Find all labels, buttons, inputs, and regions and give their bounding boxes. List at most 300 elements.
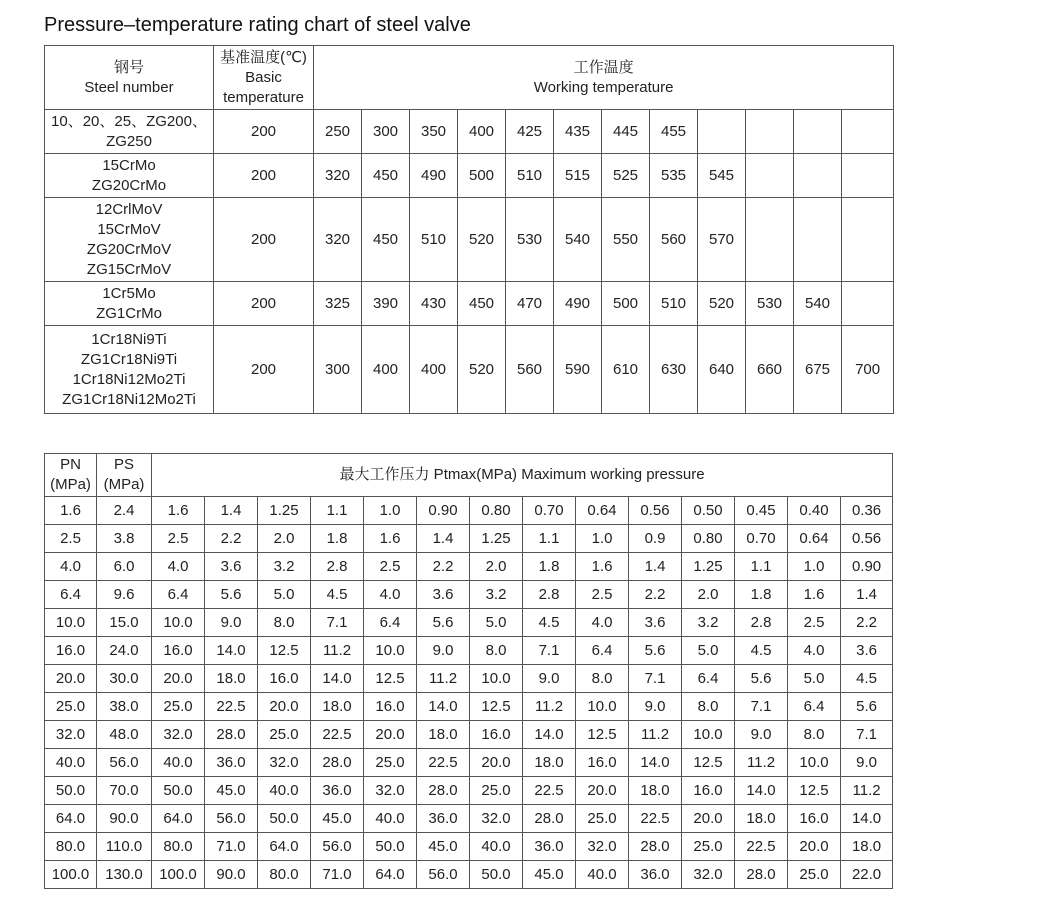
max-pressure-cell: 22.5 bbox=[629, 805, 682, 833]
temperature-row bbox=[45, 326, 894, 414]
steel-number-line: 15CrMo bbox=[102, 156, 156, 174]
steel-number-line: ZG250 bbox=[106, 132, 152, 150]
max-pressure-cell: 20.0 bbox=[364, 721, 417, 749]
max-pressure-cell: 1.0 bbox=[788, 553, 841, 581]
max-pressure-cell: 3.6 bbox=[205, 553, 258, 581]
max-pressure-cell: 4.0 bbox=[576, 609, 629, 637]
max-pressure-cell: 20.0 bbox=[576, 777, 629, 805]
steel-number-line: 1Cr18Ni12Mo2Ti bbox=[72, 370, 186, 388]
steel-number-line: ZG1CrMo bbox=[96, 304, 162, 322]
working-temperature-header-en: Working temperature bbox=[533, 78, 674, 96]
working-temperature-cell bbox=[842, 282, 894, 326]
max-pressure-cell: 71.0 bbox=[205, 833, 258, 861]
pn-cell: 16.0 bbox=[45, 637, 97, 665]
max-pressure-cell: 11.2 bbox=[523, 693, 576, 721]
max-pressure-cell: 12.5 bbox=[258, 637, 311, 665]
max-pressure-cell: 9.0 bbox=[205, 609, 258, 637]
max-pressure-cell: 64.0 bbox=[258, 833, 311, 861]
max-pressure-cell: 0.70 bbox=[735, 525, 788, 553]
basic-temperature-cell: 200 bbox=[214, 326, 314, 414]
working-temperature-cell bbox=[842, 154, 894, 198]
max-pressure-cell: 45.0 bbox=[417, 833, 470, 861]
pn-cell: 50.0 bbox=[45, 777, 97, 805]
max-pressure-cell: 2.5 bbox=[364, 553, 417, 581]
max-pressure-cell: 28.0 bbox=[629, 833, 682, 861]
ps-cell: 38.0 bbox=[97, 693, 152, 721]
max-pressure-cell: 36.0 bbox=[205, 749, 258, 777]
basic-temperature-cell: 200 bbox=[214, 110, 314, 154]
max-pressure-cell: 1.25 bbox=[470, 525, 523, 553]
max-pressure-cell: 2.5 bbox=[152, 525, 205, 553]
max-pressure-cell: 1.6 bbox=[364, 525, 417, 553]
working-temperature-cell: 400 bbox=[410, 326, 458, 414]
max-pressure-cell: 25.0 bbox=[788, 861, 841, 889]
max-pressure-cell: 22.5 bbox=[311, 721, 364, 749]
working-temperature-cell bbox=[842, 198, 894, 282]
max-pressure-cell: 6.4 bbox=[364, 609, 417, 637]
working-temperature-cell: 500 bbox=[602, 282, 650, 326]
working-temperature-cell: 560 bbox=[506, 326, 554, 414]
max-pressure-cell: 40.0 bbox=[152, 749, 205, 777]
max-pressure-cell: 12.5 bbox=[576, 721, 629, 749]
max-pressure-cell: 10.0 bbox=[788, 749, 841, 777]
working-temperature-cell bbox=[794, 198, 842, 282]
max-pressure-cell: 6.4 bbox=[152, 581, 205, 609]
max-pressure-cell: 0.90 bbox=[417, 497, 470, 525]
working-temperature-cell: 510 bbox=[410, 198, 458, 282]
ps-cell: 9.6 bbox=[97, 581, 152, 609]
ps-header bbox=[97, 454, 152, 497]
working-temperature-cell: 500 bbox=[458, 154, 506, 198]
max-pressure-cell: 2.8 bbox=[735, 609, 788, 637]
max-pressure-cell: 80.0 bbox=[152, 833, 205, 861]
working-temperature-cell: 510 bbox=[506, 154, 554, 198]
max-pressure-cell: 20.0 bbox=[682, 805, 735, 833]
max-pressure-cell: 20.0 bbox=[788, 833, 841, 861]
pn-cell: 64.0 bbox=[45, 805, 97, 833]
max-pressure-cell: 2.5 bbox=[788, 609, 841, 637]
pressure-header-row bbox=[45, 454, 893, 497]
ps-cell: 3.8 bbox=[97, 525, 152, 553]
max-pressure-cell: 16.0 bbox=[788, 805, 841, 833]
pressure-row bbox=[45, 861, 893, 889]
max-pressure-cell: 4.5 bbox=[523, 609, 576, 637]
max-pressure-cell: 10.0 bbox=[152, 609, 205, 637]
max-pressure-cell: 8.0 bbox=[470, 637, 523, 665]
max-pressure-cell: 18.0 bbox=[523, 749, 576, 777]
pn-cell: 40.0 bbox=[45, 749, 97, 777]
basic-temperature-cell: 200 bbox=[214, 282, 314, 326]
max-pressure-cell: 64.0 bbox=[364, 861, 417, 889]
ps-header-unit: (MPa) bbox=[103, 476, 145, 493]
max-pressure-cell: 4.0 bbox=[788, 637, 841, 665]
steel-number-cell bbox=[45, 154, 214, 198]
max-pressure-cell: 7.1 bbox=[735, 693, 788, 721]
max-pressure-cell: 56.0 bbox=[205, 805, 258, 833]
working-temperature-cell: 445 bbox=[602, 110, 650, 154]
pn-cell: 25.0 bbox=[45, 693, 97, 721]
max-pressure-cell: 3.2 bbox=[682, 609, 735, 637]
pressure-row bbox=[45, 553, 893, 581]
max-pressure-cell: 0.9 bbox=[629, 525, 682, 553]
max-pressure-cell: 1.4 bbox=[629, 553, 682, 581]
max-pressure-cell: 10.0 bbox=[470, 665, 523, 693]
working-temperature-cell: 640 bbox=[698, 326, 746, 414]
working-temperature-cell: 400 bbox=[458, 110, 506, 154]
steel-number-cell bbox=[45, 282, 214, 326]
max-pressure-cell: 0.64 bbox=[576, 497, 629, 525]
max-pressure-cell: 1.1 bbox=[735, 553, 788, 581]
steel-number-line: ZG1Cr18Ni12Mo2Ti bbox=[62, 390, 196, 408]
ps-cell: 24.0 bbox=[97, 637, 152, 665]
max-pressure-cell: 5.6 bbox=[735, 665, 788, 693]
max-pressure-cell: 2.2 bbox=[629, 581, 682, 609]
max-pressure-cell: 36.0 bbox=[523, 833, 576, 861]
working-temperature-cell bbox=[746, 110, 794, 154]
pressure-row bbox=[45, 497, 893, 525]
ps-cell: 56.0 bbox=[97, 749, 152, 777]
max-pressure-cell: 10.0 bbox=[364, 637, 417, 665]
page-title: Pressure–temperature rating chart of steel valve bbox=[44, 14, 471, 36]
max-pressure-cell: 11.2 bbox=[311, 637, 364, 665]
working-temperature-cell: 450 bbox=[362, 198, 410, 282]
max-pressure-cell: 4.0 bbox=[152, 553, 205, 581]
max-pressure-cell: 18.0 bbox=[417, 721, 470, 749]
basic-temperature-header bbox=[214, 46, 314, 110]
max-pressure-cell: 0.56 bbox=[841, 525, 893, 553]
working-temperature-cell bbox=[842, 110, 894, 154]
max-pressure-cell: 4.5 bbox=[735, 637, 788, 665]
max-pressure-cell: 3.6 bbox=[629, 609, 682, 637]
max-pressure-cell: 2.0 bbox=[470, 553, 523, 581]
max-pressure-cell: 16.0 bbox=[152, 637, 205, 665]
working-temperature-cell: 550 bbox=[602, 198, 650, 282]
max-pressure-cell: 1.4 bbox=[417, 525, 470, 553]
max-pressure-cell: 64.0 bbox=[152, 805, 205, 833]
ps-cell: 70.0 bbox=[97, 777, 152, 805]
max-pressure-cell: 11.2 bbox=[735, 749, 788, 777]
max-pressure-cell: 22.5 bbox=[523, 777, 576, 805]
working-temperature-cell: 515 bbox=[554, 154, 602, 198]
max-pressure-cell: 25.0 bbox=[470, 777, 523, 805]
max-pressure-cell: 11.2 bbox=[417, 665, 470, 693]
max-pressure-cell: 25.0 bbox=[364, 749, 417, 777]
max-pressure-cell: 1.0 bbox=[364, 497, 417, 525]
working-temperature-cell: 455 bbox=[650, 110, 698, 154]
basic-temperature-header-en-2: temperature bbox=[223, 88, 304, 106]
pressure-row bbox=[45, 805, 893, 833]
steel-number-cell bbox=[45, 110, 214, 154]
max-pressure-cell: 1.8 bbox=[523, 553, 576, 581]
pressure-row bbox=[45, 637, 893, 665]
pn-cell: 1.6 bbox=[45, 497, 97, 525]
ps-cell: 6.0 bbox=[97, 553, 152, 581]
max-pressure-cell: 11.2 bbox=[841, 777, 893, 805]
max-pressure-cell: 50.0 bbox=[152, 777, 205, 805]
working-temperature-cell: 300 bbox=[314, 326, 362, 414]
steel-number-line: ZG15CrMoV bbox=[86, 260, 172, 278]
max-pressure-cell: 32.0 bbox=[682, 861, 735, 889]
working-temperature-cell: 450 bbox=[458, 282, 506, 326]
pressure-row bbox=[45, 749, 893, 777]
max-pressure-cell: 36.0 bbox=[417, 805, 470, 833]
max-pressure-cell: 2.2 bbox=[417, 553, 470, 581]
ps-cell: 2.4 bbox=[97, 497, 152, 525]
pn-header-label: PN bbox=[60, 456, 81, 473]
steel-number-line: ZG20CrMo bbox=[91, 176, 167, 194]
max-pressure-cell: 5.6 bbox=[629, 637, 682, 665]
temperature-header-row bbox=[45, 46, 894, 110]
max-pressure-cell: 56.0 bbox=[311, 833, 364, 861]
max-pressure-cell: 40.0 bbox=[470, 833, 523, 861]
max-pressure-cell: 11.2 bbox=[629, 721, 682, 749]
max-pressure-cell: 40.0 bbox=[576, 861, 629, 889]
working-temperature-cell: 610 bbox=[602, 326, 650, 414]
working-temperature-header bbox=[314, 46, 894, 110]
max-pressure-cell: 25.0 bbox=[576, 805, 629, 833]
max-pressure-cell: 6.4 bbox=[576, 637, 629, 665]
working-temperature-cell: 570 bbox=[698, 198, 746, 282]
max-pressure-cell: 5.0 bbox=[258, 581, 311, 609]
max-pressure-cell: 1.6 bbox=[576, 553, 629, 581]
max-pressure-cell: 14.0 bbox=[841, 805, 893, 833]
max-pressure-cell: 18.0 bbox=[629, 777, 682, 805]
steel-number-line: ZG1Cr18Ni9Ti bbox=[80, 350, 178, 368]
basic-temperature-cell: 200 bbox=[214, 198, 314, 282]
working-temperature-cell: 520 bbox=[458, 198, 506, 282]
max-pressure-cell: 28.0 bbox=[735, 861, 788, 889]
max-pressure-cell: 10.0 bbox=[576, 693, 629, 721]
max-pressure-cell: 4.5 bbox=[311, 581, 364, 609]
max-pressure-cell: 7.1 bbox=[311, 609, 364, 637]
max-pressure-cell: 12.5 bbox=[788, 777, 841, 805]
working-temperature-cell: 490 bbox=[410, 154, 458, 198]
max-pressure-cell: 32.0 bbox=[470, 805, 523, 833]
pn-header bbox=[45, 454, 97, 497]
working-temperature-cell: 390 bbox=[362, 282, 410, 326]
pn-cell: 4.0 bbox=[45, 553, 97, 581]
max-pressure-cell: 4.0 bbox=[364, 581, 417, 609]
steel-number-cell bbox=[45, 326, 214, 414]
pn-cell: 32.0 bbox=[45, 721, 97, 749]
working-temperature-cell bbox=[794, 110, 842, 154]
steel-number-line: 15CrMoV bbox=[97, 220, 161, 238]
pressure-row bbox=[45, 609, 893, 637]
max-pressure-cell: 9.0 bbox=[841, 749, 893, 777]
max-pressure-cell: 7.1 bbox=[841, 721, 893, 749]
pn-cell: 80.0 bbox=[45, 833, 97, 861]
max-pressure-cell: 1.25 bbox=[682, 553, 735, 581]
max-pressure-cell: 18.0 bbox=[735, 805, 788, 833]
working-temperature-cell: 540 bbox=[794, 282, 842, 326]
max-pressure-cell: 12.5 bbox=[364, 665, 417, 693]
pn-cell: 100.0 bbox=[45, 861, 97, 889]
working-temperature-cell: 590 bbox=[554, 326, 602, 414]
steel-number-line: 1Cr18Ni9Ti bbox=[91, 330, 167, 348]
max-pressure-cell: 32.0 bbox=[364, 777, 417, 805]
ps-header-label: PS bbox=[113, 456, 134, 473]
working-temperature-cell: 350 bbox=[410, 110, 458, 154]
pressure-row bbox=[45, 581, 893, 609]
working-temperature-cell: 700 bbox=[842, 326, 894, 414]
max-pressure-cell: 8.0 bbox=[258, 609, 311, 637]
steel-number-line: 12CrlMoV bbox=[95, 200, 163, 218]
max-pressure-cell: 3.6 bbox=[417, 581, 470, 609]
working-temperature-cell: 320 bbox=[314, 154, 362, 198]
max-pressure-cell: 12.5 bbox=[682, 749, 735, 777]
max-pressure-cell: 16.0 bbox=[364, 693, 417, 721]
pn-cell: 10.0 bbox=[45, 609, 97, 637]
working-temperature-cell: 560 bbox=[650, 198, 698, 282]
working-temperature-cell: 540 bbox=[554, 198, 602, 282]
working-temperature-cell: 535 bbox=[650, 154, 698, 198]
max-pressure-cell: 8.0 bbox=[682, 693, 735, 721]
working-temperature-cell: 430 bbox=[410, 282, 458, 326]
pressure-row bbox=[45, 693, 893, 721]
working-temperature-cell: 510 bbox=[650, 282, 698, 326]
max-pressure-cell: 45.0 bbox=[205, 777, 258, 805]
max-pressure-cell: 8.0 bbox=[788, 721, 841, 749]
working-temperature-cell: 450 bbox=[362, 154, 410, 198]
max-pressure-cell: 9.0 bbox=[417, 637, 470, 665]
pressure-row bbox=[45, 721, 893, 749]
max-pressure-cell: 5.0 bbox=[788, 665, 841, 693]
working-temperature-cell: 300 bbox=[362, 110, 410, 154]
max-pressure-cell: 25.0 bbox=[152, 693, 205, 721]
max-pressure-cell: 22.5 bbox=[417, 749, 470, 777]
working-temperature-cell: 325 bbox=[314, 282, 362, 326]
pressure-table bbox=[44, 453, 893, 889]
max-pressure-cell: 3.6 bbox=[841, 637, 893, 665]
pressure-row bbox=[45, 665, 893, 693]
max-pressure-cell: 1.6 bbox=[788, 581, 841, 609]
max-pressure-cell: 1.8 bbox=[735, 581, 788, 609]
max-pressure-cell: 14.0 bbox=[417, 693, 470, 721]
max-pressure-cell: 0.80 bbox=[682, 525, 735, 553]
max-pressure-cell: 3.2 bbox=[470, 581, 523, 609]
pressure-row bbox=[45, 833, 893, 861]
max-pressure-cell: 20.0 bbox=[470, 749, 523, 777]
working-temperature-cell bbox=[746, 154, 794, 198]
max-pressure-cell: 14.0 bbox=[311, 665, 364, 693]
basic-temperature-cell: 200 bbox=[214, 154, 314, 198]
max-pressure-cell: 1.4 bbox=[841, 581, 893, 609]
max-pressure-cell: 22.5 bbox=[735, 833, 788, 861]
ps-cell: 130.0 bbox=[97, 861, 152, 889]
working-temperature-cell: 545 bbox=[698, 154, 746, 198]
max-pressure-cell: 22.5 bbox=[205, 693, 258, 721]
max-pressure-cell: 14.0 bbox=[523, 721, 576, 749]
working-temperature-cell: 530 bbox=[506, 198, 554, 282]
max-pressure-cell: 36.0 bbox=[629, 861, 682, 889]
max-pressure-cell: 12.5 bbox=[470, 693, 523, 721]
max-pressure-cell: 5.0 bbox=[682, 637, 735, 665]
max-pressure-cell: 2.0 bbox=[258, 525, 311, 553]
working-temperature-cell: 675 bbox=[794, 326, 842, 414]
working-temperature-cell bbox=[794, 154, 842, 198]
steel-number-header-en: Steel number bbox=[84, 78, 174, 96]
steel-number-line: 1Cr5Mo bbox=[102, 284, 156, 302]
max-pressure-cell: 100.0 bbox=[152, 861, 205, 889]
max-pressure-cell: 1.4 bbox=[205, 497, 258, 525]
max-pressure-cell: 25.0 bbox=[258, 721, 311, 749]
max-pressure-cell: 25.0 bbox=[682, 833, 735, 861]
max-pressure-cell: 9.0 bbox=[629, 693, 682, 721]
max-pressure-cell: 5.6 bbox=[205, 581, 258, 609]
working-temperature-cell: 425 bbox=[506, 110, 554, 154]
max-pressure-cell: 0.45 bbox=[735, 497, 788, 525]
max-pressure-cell: 7.1 bbox=[523, 637, 576, 665]
max-pressure-cell: 50.0 bbox=[364, 833, 417, 861]
max-pressure-cell: 20.0 bbox=[258, 693, 311, 721]
working-temperature-cell: 530 bbox=[746, 282, 794, 326]
working-temperature-cell: 520 bbox=[698, 282, 746, 326]
max-pressure-cell: 1.1 bbox=[523, 525, 576, 553]
max-pressure-cell: 14.0 bbox=[205, 637, 258, 665]
max-pressure-cell: 14.0 bbox=[629, 749, 682, 777]
max-pressure-cell: 1.6 bbox=[152, 497, 205, 525]
ps-cell: 30.0 bbox=[97, 665, 152, 693]
ps-cell: 48.0 bbox=[97, 721, 152, 749]
max-pressure-cell: 1.0 bbox=[576, 525, 629, 553]
max-pressure-cell: 32.0 bbox=[258, 749, 311, 777]
max-pressure-cell: 14.0 bbox=[735, 777, 788, 805]
pressure-row bbox=[45, 525, 893, 553]
max-pressure-cell: 6.4 bbox=[788, 693, 841, 721]
max-pressure-cell: 7.1 bbox=[629, 665, 682, 693]
pn-cell: 6.4 bbox=[45, 581, 97, 609]
max-pressure-cell: 0.64 bbox=[788, 525, 841, 553]
max-pressure-cell: 2.2 bbox=[205, 525, 258, 553]
max-pressure-cell: 18.0 bbox=[205, 665, 258, 693]
working-temperature-cell: 490 bbox=[554, 282, 602, 326]
max-pressure-cell: 3.2 bbox=[258, 553, 311, 581]
temperature-row bbox=[45, 154, 894, 198]
max-pressure-cell: 16.0 bbox=[682, 777, 735, 805]
max-pressure-cell: 18.0 bbox=[841, 833, 893, 861]
max-pressure-cell: 56.0 bbox=[417, 861, 470, 889]
max-pressure-cell: 9.0 bbox=[523, 665, 576, 693]
max-pressure-cell: 40.0 bbox=[258, 777, 311, 805]
temperature-row bbox=[45, 110, 894, 154]
max-pressure-cell: 1.1 bbox=[311, 497, 364, 525]
max-pressure-cell: 50.0 bbox=[258, 805, 311, 833]
max-pressure-cell: 18.0 bbox=[311, 693, 364, 721]
max-pressure-cell: 1.8 bbox=[311, 525, 364, 553]
max-pressure-cell: 5.0 bbox=[470, 609, 523, 637]
max-pressure-cell: 10.0 bbox=[682, 721, 735, 749]
pn-cell: 2.5 bbox=[45, 525, 97, 553]
max-pressure-cell: 0.56 bbox=[629, 497, 682, 525]
max-pressure-cell: 28.0 bbox=[205, 721, 258, 749]
working-temperature-cell bbox=[746, 198, 794, 282]
max-pressure-cell: 1.25 bbox=[258, 497, 311, 525]
max-pressure-cell: 36.0 bbox=[311, 777, 364, 805]
max-pressure-cell: 5.6 bbox=[841, 693, 893, 721]
working-temperature-cell: 520 bbox=[458, 326, 506, 414]
pn-header-unit: (MPa) bbox=[50, 476, 91, 493]
max-working-pressure-header: 最大工作压力 Ptmax(MPa) Maximum working pressure bbox=[152, 454, 893, 497]
max-pressure-cell: 20.0 bbox=[152, 665, 205, 693]
max-pressure-cell: 4.5 bbox=[841, 665, 893, 693]
max-pressure-cell: 90.0 bbox=[205, 861, 258, 889]
pn-cell: 20.0 bbox=[45, 665, 97, 693]
working-temperature-cell: 630 bbox=[650, 326, 698, 414]
max-pressure-cell: 0.50 bbox=[682, 497, 735, 525]
temperature-row bbox=[45, 198, 894, 282]
max-pressure-cell: 45.0 bbox=[523, 861, 576, 889]
max-pressure-cell: 22.0 bbox=[841, 861, 893, 889]
